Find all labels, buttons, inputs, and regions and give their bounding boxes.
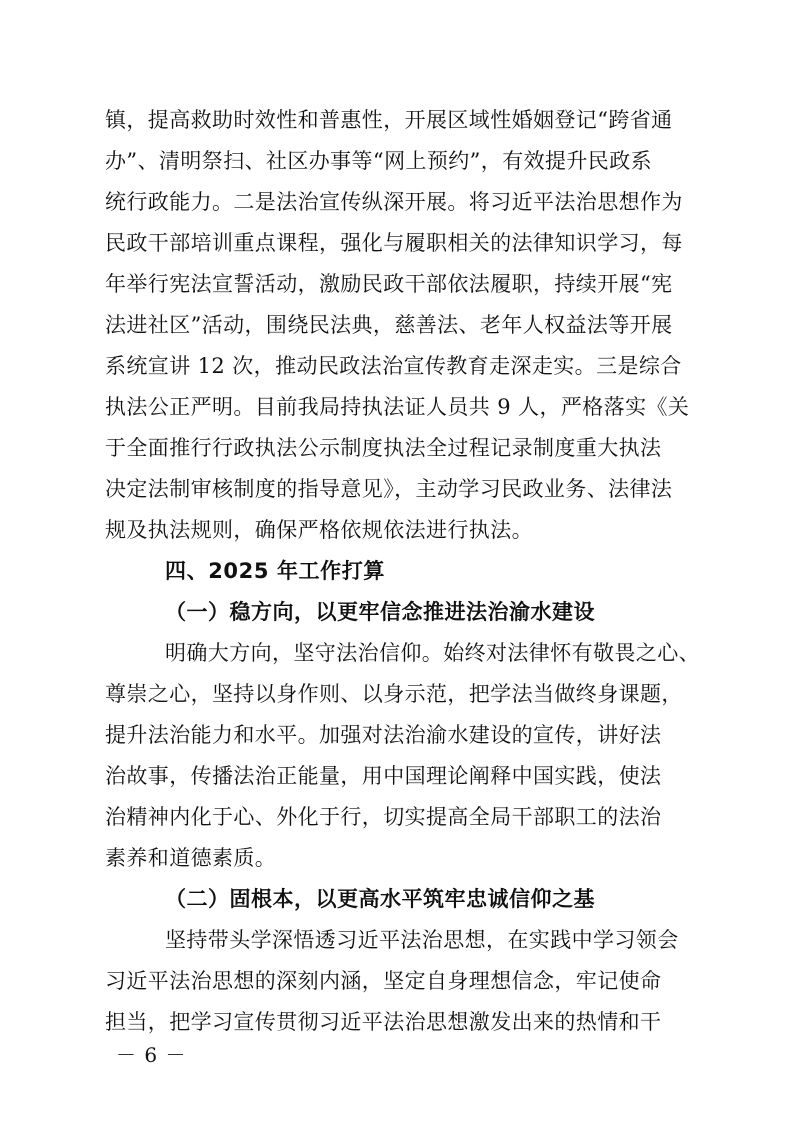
body-text-line: 决定法制审核制度的指导意见》，主动学习民政业务、法律法 — [105, 477, 673, 501]
body-text-line: 于全面推行行政执法公示制度执法全过程记录制度重大执法 — [105, 436, 662, 460]
body-text-line: 规及执法规则，确保严格依规依法进行执法。 — [105, 518, 533, 542]
paragraph-first-line: 明确大方向，坚守法治信仰。始终对法律怀有敬畏之心、 — [165, 641, 700, 665]
body-text-line: 治故事，传播法治正能量，用中国理论阐释中国实践，使法 — [105, 764, 662, 788]
page-number: － 6 － — [116, 1043, 187, 1067]
body-text-line: 习近平法治思想的深刻内涵，坚定自身理想信念，牢记使命 — [105, 969, 662, 993]
body-text-line: 统行政能力。二是法治宣传纵深开展。将习近平法治思想作为 — [105, 190, 683, 214]
body-text-line: 系统宣讲 12 次，推动民政法治宣传教育走深走实。三是综合 — [105, 354, 682, 378]
body-text-line: 素养和道德素质。 — [105, 846, 277, 870]
body-text-line: 治精神内化于心、外化于行，切实提高全局干部职工的法治 — [105, 805, 662, 829]
body-text-line: 尊崇之心，坚持以身作则、以身示范，把学法当做终身课题， — [105, 682, 683, 706]
section-heading: 四、2025 年工作打算 — [165, 559, 385, 583]
subsection-heading: （二）固根本，以更高水平筑牢忠诚信仰之基 — [165, 886, 595, 911]
paragraph-first-line: 坚持带头学深悟透习近平法治思想，在实践中学习领会 — [165, 928, 679, 952]
body-text-line: 执法公正严明。目前我局持执法证人员共 9 人，严格落实《关 — [105, 395, 690, 419]
subsection-heading: （一）稳方向，以更牢信念推进法治渝水建设 — [165, 599, 595, 624]
body-text-line: 民政干部培训重点课程，强化与履职相关的法律知识学习，每 — [105, 231, 683, 255]
body-text-line: 镇，提高救助时效性和普惠性，开展区域性婚姻登记“跨省通 — [105, 108, 673, 132]
body-text-line: 年举行宪法宣誓活动，激励民政干部依法履职，持续开展“宪 — [105, 272, 673, 296]
body-text-line: 提升法治能力和水平。加强对法治渝水建设的宣传，讲好法 — [105, 723, 662, 747]
body-text-line: 担当，把学习宣传贯彻习近平法治思想激发出来的热情和干 — [105, 1010, 662, 1034]
body-text-line: 法进社区”活动，围绕民法典，慈善法、老年人权益法等开展 — [105, 313, 673, 337]
body-text-line: 办”、清明祭扫、社区办事等“网上预约”，有效提升民政系 — [105, 149, 653, 173]
